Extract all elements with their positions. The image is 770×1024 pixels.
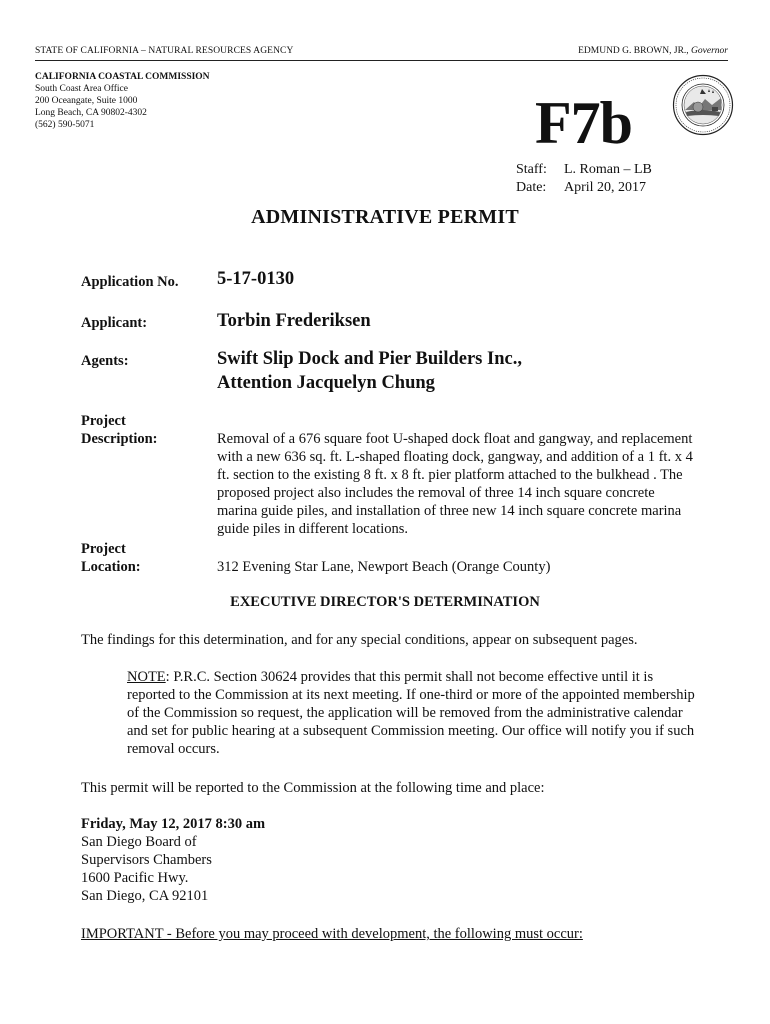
note-text: : P.R.C. Section 30624 provides that this permit shall not become effective until it is reported to the Commission at its next meeting. If one-third or more of the appointed membership of the Commission so request, the application will be removed from the administrative calendar and set for public hearing at a subsequent Commission meeting. Our office will notify you if such removal occurs. bbox=[127, 669, 695, 757]
governor-name: EDMUND G. BROWN, JR., bbox=[578, 46, 689, 56]
hearing-address-line-1: 1600 Pacific Hwy. bbox=[81, 870, 189, 886]
governor-header bbox=[578, 46, 728, 56]
applicant-name: Torbin Frederiksen bbox=[217, 311, 371, 331]
hearing-address-line-2: San Diego, CA 92101 bbox=[81, 888, 209, 904]
hearing-details bbox=[81, 815, 265, 905]
date-value: April 20, 2017 bbox=[564, 180, 647, 195]
application-number: 5-17-0130 bbox=[217, 269, 295, 289]
document-title: ADMINISTRATIVE PERMIT bbox=[251, 206, 519, 228]
description-label-line-1: Project bbox=[81, 413, 126, 429]
governor-title: Governor bbox=[691, 46, 728, 56]
agents-label: Agents: bbox=[81, 353, 129, 369]
agents-line-1: Swift Slip Dock and Pier Builders Inc., bbox=[217, 349, 522, 369]
description-label bbox=[81, 412, 158, 448]
hearing-venue-line-1: San Diego Board of bbox=[81, 834, 197, 850]
commission-phone: (562) 590-5071 bbox=[35, 120, 95, 130]
agency-header: STATE OF CALIFORNIA – NATURAL RESOURCES AGENCY bbox=[35, 46, 294, 56]
header-rule bbox=[35, 60, 728, 61]
commission-address-line2: Long Beach, CA 90802-4302 bbox=[35, 108, 147, 118]
note-label: NOTE bbox=[127, 669, 166, 685]
commission-name: CALIFORNIA COASTAL COMMISSION bbox=[35, 72, 210, 82]
location-label bbox=[81, 540, 141, 576]
hearing-datetime: Friday, May 12, 2017 8:30 am bbox=[81, 816, 266, 832]
findings-paragraph: The findings for this determination, and for any special conditions, appear on subsequent pages. bbox=[81, 632, 638, 648]
agenda-item-code: F7b bbox=[535, 90, 633, 156]
report-intro: This permit will be reported to the Commission at the following time and place: bbox=[81, 780, 545, 796]
date-label: Date: bbox=[516, 180, 547, 195]
project-description: Removal of a 676 square foot U-shaped dock float and gangway, and replacement with a new 636 sq. ft. L-shaped floating dock, gangway, and addition of a 1 ft. x 4 ft. section to the existing 8 ft. x 8 ft. pier platform attached to the bulkhead . The proposed project also includes the removal of three 14 inch square concrete marina guide piles, and installation of three new 14 inch square concrete marina guide piles in different locations. bbox=[217, 431, 693, 537]
commission-office: South Coast Area Office bbox=[35, 84, 128, 94]
commission-address-block bbox=[35, 71, 210, 131]
location-label-line-2: Location: bbox=[81, 559, 141, 575]
commission-address-line1: 200 Oceangate, Suite 1000 bbox=[35, 96, 138, 106]
note-paragraph bbox=[127, 668, 697, 758]
project-location: 312 Evening Star Lane, Newport Beach (Orange County) bbox=[217, 559, 551, 575]
hearing-venue-line-2: Supervisors Chambers bbox=[81, 852, 212, 868]
agents-line-2: Attention Jacquelyn Chung bbox=[217, 373, 435, 393]
staff-value: L. Roman – LB bbox=[564, 162, 652, 177]
location-label-line-1: Project bbox=[81, 541, 126, 557]
state-seal-icon bbox=[672, 74, 734, 136]
staff-info bbox=[516, 161, 652, 197]
determination-heading: EXECUTIVE DIRECTOR'S DETERMINATION bbox=[230, 594, 540, 610]
description-label-line-2: Description: bbox=[81, 431, 158, 447]
staff-label: Staff: bbox=[516, 162, 547, 177]
application-label: Application No. bbox=[81, 274, 179, 290]
important-notice: IMPORTANT - Before you may proceed with development, the following must occur: bbox=[81, 926, 583, 942]
applicant-label: Applicant: bbox=[81, 315, 148, 331]
